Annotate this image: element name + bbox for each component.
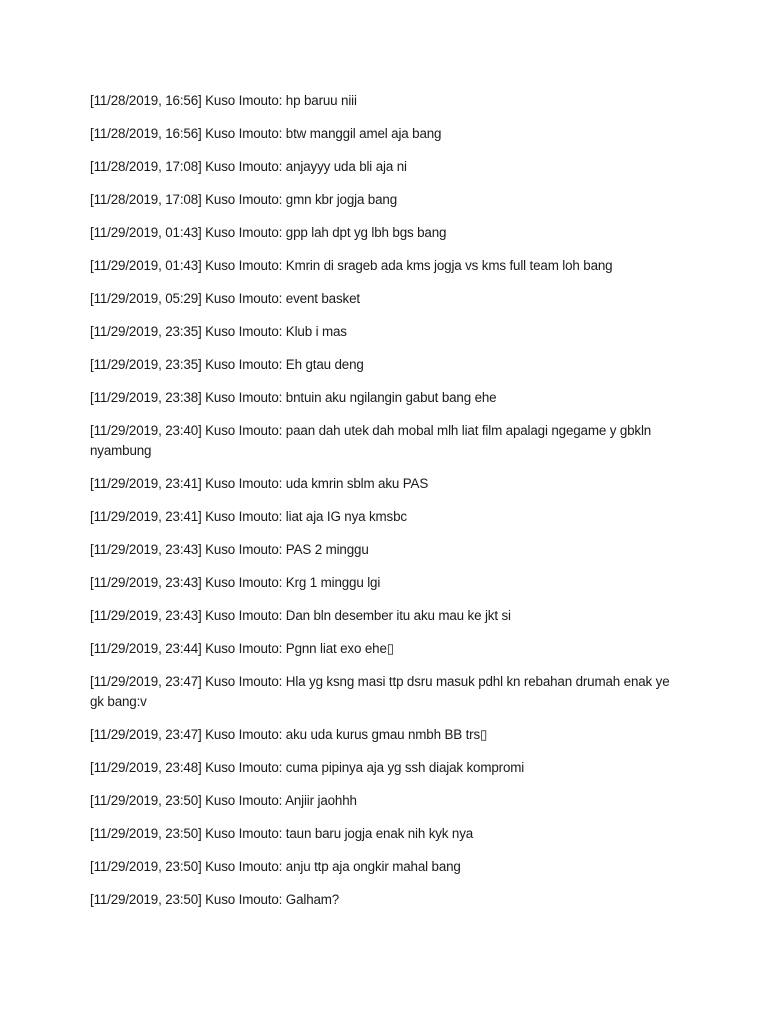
chat-message: [11/29/2019, 23:38] Kuso Imouto: bntuin aku ngilangin gabut bang ehe — [90, 390, 497, 405]
chat-message: [11/29/2019, 23:43] Kuso Imouto: Krg 1 minggu lgi — [90, 575, 381, 590]
chat-message: [11/29/2019, 23:50] Kuso Imouto: Anjiir jaohhh — [90, 793, 357, 808]
chat-log — [90, 91, 680, 923]
chat-message: [11/29/2019, 23:47] Kuso Imouto: aku uda kurus gmau nmbh BB trs▯ — [90, 727, 488, 742]
chat-message: [11/29/2019, 23:41] Kuso Imouto: uda kmrin sblm aku PAS — [90, 476, 429, 491]
chat-message: [11/29/2019, 23:35] Kuso Imouto: Eh gtau deng — [90, 357, 364, 372]
chat-message: [11/28/2019, 16:56] Kuso Imouto: hp baruu niii — [90, 93, 357, 108]
chat-message: [11/29/2019, 23:47] Kuso Imouto: Hla yg ksng masi ttp dsru masuk pdhl kn rebahan drumah enak ye gk bang:v — [90, 674, 670, 709]
chat-message: [11/29/2019, 01:43] Kuso Imouto: gpp lah dpt yg lbh bgs bang — [90, 225, 447, 240]
chat-message: [11/28/2019, 17:08] Kuso Imouto: anjayyy uda bli aja ni — [90, 159, 407, 174]
chat-message: [11/28/2019, 16:56] Kuso Imouto: btw manggil amel aja bang — [90, 126, 442, 141]
chat-message: [11/29/2019, 23:48] Kuso Imouto: cuma pipinya aja yg ssh diajak kompromi — [90, 760, 525, 775]
chat-message: [11/29/2019, 23:40] Kuso Imouto: paan dah utek dah mobal mlh liat film apalagi ngegame y gbkln nyambung — [90, 423, 652, 458]
chat-message: [11/29/2019, 23:41] Kuso Imouto: liat aja IG nya kmsbc — [90, 509, 407, 524]
chat-message: [11/29/2019, 05:29] Kuso Imouto: event basket — [90, 291, 360, 306]
chat-message: [11/29/2019, 23:44] Kuso Imouto: Pgnn liat exo ehe▯ — [90, 641, 394, 656]
chat-message: [11/29/2019, 23:50] Kuso Imouto: taun baru jogja enak nih kyk nya — [90, 826, 474, 841]
chat-message: [11/28/2019, 17:08] Kuso Imouto: gmn kbr jogja bang — [90, 192, 397, 207]
chat-message: [11/29/2019, 23:43] Kuso Imouto: Dan bln desember itu aku mau ke jkt si — [90, 608, 511, 623]
chat-message: [11/29/2019, 23:50] Kuso Imouto: Galham? — [90, 892, 340, 907]
chat-message: [11/29/2019, 01:43] Kuso Imouto: Kmrin di srageb ada kms jogja vs kms full team loh bang — [90, 258, 613, 273]
chat-message: [11/29/2019, 23:50] Kuso Imouto: anju ttp aja ongkir mahal bang — [90, 859, 461, 874]
chat-message: [11/29/2019, 23:35] Kuso Imouto: Klub i mas — [90, 324, 347, 339]
chat-message: [11/29/2019, 23:43] Kuso Imouto: PAS 2 minggu — [90, 542, 369, 557]
